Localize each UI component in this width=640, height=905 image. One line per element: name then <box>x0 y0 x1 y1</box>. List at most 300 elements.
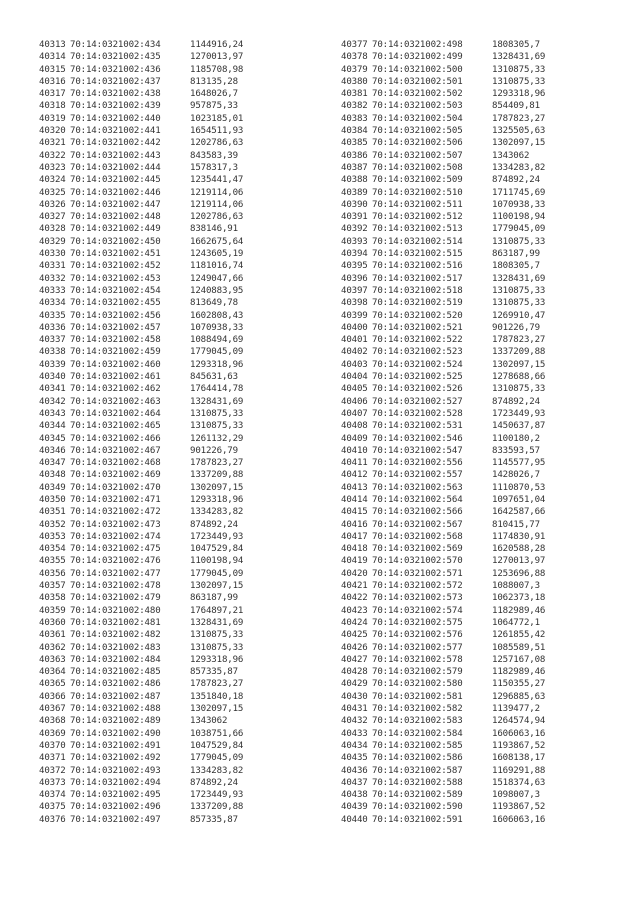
cadastral-number: 70:14:0321002:470 <box>70 482 161 493</box>
cadastral-value: 1185708,98 <box>190 64 244 75</box>
table-row <box>39 211 243 223</box>
table-row <box>39 322 243 334</box>
table-row <box>39 88 243 100</box>
row-id: 40439 <box>341 802 368 813</box>
table-row <box>341 777 545 789</box>
table-row <box>39 531 243 543</box>
row-id: 40378 <box>341 52 368 63</box>
table-row <box>39 605 243 617</box>
table-row <box>341 113 545 125</box>
row-id: 40369 <box>39 728 66 739</box>
cadastral-number: 70:14:0321002:455 <box>70 298 161 309</box>
row-id: 40318 <box>39 101 66 112</box>
cadastral-number: 70:14:0321002:479 <box>70 593 161 604</box>
table-row <box>39 580 243 592</box>
cadastral-number: 70:14:0321002:587 <box>372 765 463 776</box>
cadastral-value: 1337209,88 <box>190 802 244 813</box>
cadastral-value: 1088007,3 <box>492 581 540 592</box>
table-row <box>341 580 545 592</box>
row-id: 40331 <box>39 261 66 272</box>
row-id: 40431 <box>341 704 368 715</box>
cadastral-value: 1302097,15 <box>190 482 244 493</box>
row-id: 40401 <box>341 335 368 346</box>
cadastral-value: 843583,39 <box>190 150 238 161</box>
table-row <box>39 506 243 518</box>
table-row <box>39 703 243 715</box>
table-row <box>39 543 243 555</box>
cadastral-number: 70:14:0321002:442 <box>70 138 161 149</box>
cadastral-value: 1085589,51 <box>492 642 546 653</box>
cadastral-value: 1100198,94 <box>492 212 546 223</box>
table-row <box>39 174 243 186</box>
cadastral-value: 1070938,33 <box>492 199 546 210</box>
table-row <box>341 592 545 604</box>
row-id: 40394 <box>341 249 368 260</box>
cadastral-number: 70:14:0321002:525 <box>372 372 463 383</box>
cadastral-number: 70:14:0321002:461 <box>70 372 161 383</box>
cadastral-value: 957875,33 <box>190 101 238 112</box>
cadastral-value: 1608138,17 <box>492 753 546 764</box>
cadastral-number: 70:14:0321002:571 <box>372 568 463 579</box>
row-id: 40370 <box>39 740 66 751</box>
table-row <box>341 383 545 395</box>
row-id: 40413 <box>341 482 368 493</box>
cadastral-value: 1145577,95 <box>492 458 546 469</box>
table-row <box>39 346 243 358</box>
cadastral-value: 1642587,66 <box>492 507 546 518</box>
cadastral-number: 70:14:0321002:509 <box>372 175 463 186</box>
cadastral-number: 70:14:0321002:583 <box>372 716 463 727</box>
cadastral-number: 70:14:0321002:578 <box>372 654 463 665</box>
cadastral-value: 1144916,24 <box>190 40 244 50</box>
table-row <box>341 728 545 740</box>
cadastral-value: 1278688,66 <box>492 372 546 383</box>
row-id: 40346 <box>39 445 66 456</box>
cadastral-number: 70:14:0321002:480 <box>70 605 161 616</box>
table-row <box>341 223 545 235</box>
cadastral-value: 1450637,87 <box>492 421 546 432</box>
cadastral-number: 70:14:0321002:585 <box>372 740 463 751</box>
cadastral-value: 1764414,78 <box>190 384 244 395</box>
cadastral-value: 1293318,96 <box>190 654 244 665</box>
table-row <box>341 654 545 666</box>
row-id: 40319 <box>39 113 66 124</box>
cadastral-value: 838146,91 <box>190 224 238 235</box>
cadastral-value: 1648026,7 <box>190 89 238 100</box>
cadastral-number: 70:14:0321002:564 <box>372 494 463 505</box>
cadastral-value: 1328431,69 <box>190 396 244 407</box>
cadastral-number: 70:14:0321002:581 <box>372 691 463 702</box>
table-row <box>341 297 545 309</box>
cadastral-value: 1787823,27 <box>190 458 244 469</box>
row-id: 40336 <box>39 322 66 333</box>
cadastral-number: 70:14:0321002:590 <box>372 802 463 813</box>
cadastral-value: 1088494,69 <box>190 335 244 346</box>
cadastral-number: 70:14:0321002:584 <box>372 728 463 739</box>
cadastral-value: 845631,63 <box>190 372 238 383</box>
table-row <box>341 457 545 469</box>
cadastral-number: 70:14:0321002:462 <box>70 384 161 395</box>
row-id: 40357 <box>39 581 66 592</box>
cadastral-number: 70:14:0321002:546 <box>372 433 463 444</box>
row-id: 40387 <box>341 162 368 173</box>
row-id: 40416 <box>341 519 368 530</box>
row-id: 40423 <box>341 605 368 616</box>
cadastral-number: 70:14:0321002:556 <box>372 458 463 469</box>
cadastral-number: 70:14:0321002:459 <box>70 347 161 358</box>
row-id: 40344 <box>39 421 66 432</box>
cadastral-value: 1310875,33 <box>492 76 546 87</box>
table-row <box>39 617 243 629</box>
row-id: 40315 <box>39 64 66 75</box>
cadastral-number: 70:14:0321002:441 <box>70 126 161 137</box>
row-id: 40366 <box>39 691 66 702</box>
table-row <box>341 678 545 690</box>
row-id: 40374 <box>39 790 66 801</box>
table-row <box>39 592 243 604</box>
table-row <box>39 629 243 641</box>
cadastral-value: 1310875,33 <box>190 408 244 419</box>
table-row <box>341 629 545 641</box>
cadastral-value: 1779045,09 <box>190 347 244 358</box>
table-row <box>39 371 243 383</box>
table-row <box>341 359 545 371</box>
cadastral-number: 70:14:0321002:471 <box>70 494 161 505</box>
row-id: 40434 <box>341 740 368 751</box>
cadastral-number: 70:14:0321002:506 <box>372 138 463 149</box>
cadastral-number: 70:14:0321002:518 <box>372 285 463 296</box>
cadastral-value: 1249047,66 <box>190 273 244 284</box>
row-id: 40412 <box>341 470 368 481</box>
row-id: 40325 <box>39 187 66 198</box>
cadastral-value: 1779045,09 <box>190 753 244 764</box>
table-row <box>39 408 243 420</box>
row-id: 40435 <box>341 753 368 764</box>
cadastral-value: 1169291,88 <box>492 765 546 776</box>
cadastral-value: 874892,24 <box>190 519 238 530</box>
row-id: 40393 <box>341 236 368 247</box>
cadastral-value: 1269910,47 <box>492 310 546 321</box>
row-id: 40332 <box>39 273 66 284</box>
table-row <box>39 568 243 580</box>
cadastral-number: 70:14:0321002:445 <box>70 175 161 186</box>
row-id: 40424 <box>341 617 368 628</box>
table-row <box>341 408 545 420</box>
table-row <box>341 174 545 186</box>
row-id: 40353 <box>39 531 66 542</box>
cadastral-number: 70:14:0321002:499 <box>372 52 463 63</box>
cadastral-number: 70:14:0321002:456 <box>70 310 161 321</box>
row-id: 40382 <box>341 101 368 112</box>
cadastral-value: 1328431,69 <box>492 273 546 284</box>
row-id: 40334 <box>39 298 66 309</box>
cadastral-value: 1070938,33 <box>190 322 244 333</box>
cadastral-number: 70:14:0321002:526 <box>372 384 463 395</box>
table-row <box>341 715 545 727</box>
cadastral-number: 70:14:0321002:588 <box>372 777 463 788</box>
cadastral-value: 857335,87 <box>190 814 238 825</box>
cadastral-number: 70:14:0321002:465 <box>70 421 161 432</box>
row-id: 40335 <box>39 310 66 321</box>
table-row <box>39 691 243 703</box>
row-id: 40371 <box>39 753 66 764</box>
cadastral-value: 1310875,33 <box>190 630 244 641</box>
cadastral-value: 1047529,84 <box>190 544 244 555</box>
cadastral-number: 70:14:0321002:579 <box>372 667 463 678</box>
row-id: 40406 <box>341 396 368 407</box>
row-id: 40326 <box>39 199 66 210</box>
cadastral-number: 70:14:0321002:507 <box>372 150 463 161</box>
table-row <box>341 162 545 174</box>
cadastral-number: 70:14:0321002:573 <box>372 593 463 604</box>
row-id: 40391 <box>341 212 368 223</box>
row-id: 40396 <box>341 273 368 284</box>
table-row <box>39 187 243 199</box>
cadastral-value: 1139477,2 <box>492 704 540 715</box>
cadastral-number: 70:14:0321002:443 <box>70 150 161 161</box>
row-id: 40348 <box>39 470 66 481</box>
table-row <box>341 568 545 580</box>
cadastral-value: 1202786,63 <box>190 212 244 223</box>
cadastral-number: 70:14:0321002:467 <box>70 445 161 456</box>
cadastral-value: 1264574,94 <box>492 716 546 727</box>
cadastral-value: 1606063,16 <box>492 814 546 825</box>
cadastral-number: 70:14:0321002:492 <box>70 753 161 764</box>
table-row <box>341 334 545 346</box>
table-row <box>39 310 243 322</box>
cadastral-number: 70:14:0321002:481 <box>70 617 161 628</box>
cadastral-number: 70:14:0321002:444 <box>70 162 161 173</box>
table-row <box>341 740 545 752</box>
row-id: 40438 <box>341 790 368 801</box>
row-id: 40426 <box>341 642 368 653</box>
table-row <box>39 162 243 174</box>
cadastral-value: 1337209,88 <box>492 347 546 358</box>
row-id: 40333 <box>39 285 66 296</box>
table-row <box>39 715 243 727</box>
table-row <box>341 801 545 813</box>
cadastral-value: 1310875,33 <box>492 298 546 309</box>
row-id: 40409 <box>341 433 368 444</box>
cadastral-value: 874892,24 <box>492 175 540 186</box>
cadastral-value: 1296885,63 <box>492 691 546 702</box>
cadastral-number: 70:14:0321002:439 <box>70 101 161 112</box>
cadastral-value: 1428026,7 <box>492 470 540 481</box>
cadastral-number: 70:14:0321002:454 <box>70 285 161 296</box>
row-id: 40405 <box>341 384 368 395</box>
cadastral-number: 70:14:0321002:496 <box>70 802 161 813</box>
row-id: 40418 <box>341 544 368 555</box>
row-id: 40392 <box>341 224 368 235</box>
cadastral-value: 1343062 <box>492 150 530 161</box>
table-row <box>39 789 243 801</box>
table-row <box>39 137 243 149</box>
row-id: 40430 <box>341 691 368 702</box>
cadastral-value: 1310875,33 <box>492 236 546 247</box>
table-row <box>341 691 545 703</box>
table-row <box>39 482 243 494</box>
cadastral-value: 1219114,06 <box>190 187 244 198</box>
cadastral-number: 70:14:0321002:521 <box>372 322 463 333</box>
cadastral-value: 863187,99 <box>190 593 238 604</box>
row-id: 40440 <box>341 814 368 825</box>
row-id: 40411 <box>341 458 368 469</box>
row-id: 40362 <box>39 642 66 653</box>
cadastral-value: 1243605,19 <box>190 249 244 260</box>
cadastral-value: 1310875,33 <box>492 64 546 75</box>
row-id: 40355 <box>39 556 66 567</box>
row-id: 40386 <box>341 150 368 161</box>
cadastral-number: 70:14:0321002:466 <box>70 433 161 444</box>
table-row <box>39 801 243 813</box>
table-row <box>341 752 545 764</box>
cadastral-number: 70:14:0321002:567 <box>372 519 463 530</box>
cadastral-number: 70:14:0321002:523 <box>372 347 463 358</box>
table-row <box>39 223 243 235</box>
row-id: 40388 <box>341 175 368 186</box>
cadastral-value: 1723449,93 <box>190 790 244 801</box>
table-row <box>39 334 243 346</box>
row-id: 40407 <box>341 408 368 419</box>
cadastral-value: 1334283,82 <box>190 507 244 518</box>
row-id: 40376 <box>39 814 66 825</box>
row-id: 40320 <box>39 126 66 137</box>
table-row <box>39 236 243 248</box>
cadastral-value: 857335,87 <box>190 667 238 678</box>
cadastral-number: 70:14:0321002:490 <box>70 728 161 739</box>
cadastral-value: 1711745,69 <box>492 187 546 198</box>
row-id: 40428 <box>341 667 368 678</box>
cadastral-number: 70:14:0321002:484 <box>70 654 161 665</box>
row-id: 40342 <box>39 396 66 407</box>
table-row <box>341 482 545 494</box>
cadastral-value: 1337209,88 <box>190 470 244 481</box>
row-id: 40389 <box>341 187 368 198</box>
row-id: 40403 <box>341 359 368 370</box>
row-id: 40345 <box>39 433 66 444</box>
row-id: 40397 <box>341 285 368 296</box>
cadastral-number: 70:14:0321002:453 <box>70 273 161 284</box>
cadastral-value: 1257167,08 <box>492 654 546 665</box>
cadastral-value: 1097651,04 <box>492 494 546 505</box>
cadastral-number: 70:14:0321002:464 <box>70 408 161 419</box>
row-id: 40380 <box>341 76 368 87</box>
table-row <box>341 137 545 149</box>
cadastral-number: 70:14:0321002:497 <box>70 814 161 825</box>
cadastral-number: 70:14:0321002:469 <box>70 470 161 481</box>
cadastral-number: 70:14:0321002:448 <box>70 212 161 223</box>
row-id: 40349 <box>39 482 66 493</box>
cadastral-number: 70:14:0321002:489 <box>70 716 161 727</box>
row-id: 40352 <box>39 519 66 530</box>
table-row <box>39 420 243 432</box>
cadastral-number: 70:14:0321002:460 <box>70 359 161 370</box>
row-id: 40322 <box>39 150 66 161</box>
table-row <box>39 113 243 125</box>
row-id: 40360 <box>39 617 66 628</box>
cadastral-number: 70:14:0321002:586 <box>372 753 463 764</box>
table-row <box>39 814 243 826</box>
cadastral-number: 70:14:0321002:474 <box>70 531 161 542</box>
cadastral-value: 1202786,63 <box>190 138 244 149</box>
row-id: 40363 <box>39 654 66 665</box>
table-row <box>341 617 545 629</box>
row-id: 40314 <box>39 52 66 63</box>
row-id: 40338 <box>39 347 66 358</box>
cadastral-value: 901226,79 <box>190 445 238 456</box>
cadastral-value: 1038751,66 <box>190 728 244 739</box>
cadastral-value: 1787823,27 <box>492 335 546 346</box>
table-row <box>39 396 243 408</box>
row-id: 40373 <box>39 777 66 788</box>
cadastral-number: 70:14:0321002:557 <box>372 470 463 481</box>
table-row <box>341 420 545 432</box>
cadastral-number: 70:14:0321002:508 <box>372 162 463 173</box>
row-id: 40323 <box>39 162 66 173</box>
cadastral-number: 70:14:0321002:476 <box>70 556 161 567</box>
table-row <box>39 39 243 51</box>
row-id: 40408 <box>341 421 368 432</box>
row-id: 40367 <box>39 704 66 715</box>
row-id: 40402 <box>341 347 368 358</box>
cadastral-number: 70:14:0321002:450 <box>70 236 161 247</box>
cadastral-value: 1240883,95 <box>190 285 244 296</box>
cadastral-number: 70:14:0321002:477 <box>70 568 161 579</box>
table-row <box>39 555 243 567</box>
cadastral-number: 70:14:0321002:575 <box>372 617 463 628</box>
table-row <box>39 740 243 752</box>
row-id: 40372 <box>39 765 66 776</box>
table-row <box>341 51 545 63</box>
row-id: 40317 <box>39 89 66 100</box>
row-id: 40415 <box>341 507 368 518</box>
row-id: 40422 <box>341 593 368 604</box>
cadastral-number: 70:14:0321002:514 <box>372 236 463 247</box>
table-row <box>341 519 545 531</box>
table-row <box>341 666 545 678</box>
cadastral-number: 70:14:0321002:574 <box>372 605 463 616</box>
table-row <box>39 51 243 63</box>
cadastral-number: 70:14:0321002:591 <box>372 814 463 825</box>
table-row <box>39 248 243 260</box>
row-id: 40425 <box>341 630 368 641</box>
cadastral-number: 70:14:0321002:475 <box>70 544 161 555</box>
row-id: 40343 <box>39 408 66 419</box>
row-id: 40400 <box>341 322 368 333</box>
table-row <box>341 322 545 334</box>
cadastral-value: 874892,24 <box>492 396 540 407</box>
row-id: 40365 <box>39 679 66 690</box>
cadastral-value: 1662675,64 <box>190 236 244 247</box>
table-row <box>341 605 545 617</box>
cadastral-number: 70:14:0321002:577 <box>372 642 463 653</box>
cadastral-number: 70:14:0321002:510 <box>372 187 463 198</box>
cadastral-value: 1602808,43 <box>190 310 244 321</box>
cadastral-value: 1098007,3 <box>492 790 540 801</box>
cadastral-number: 70:14:0321002:487 <box>70 691 161 702</box>
table-row <box>39 150 243 162</box>
cadastral-number: 70:14:0321002:491 <box>70 740 161 751</box>
cadastral-value: 1193867,52 <box>492 802 546 813</box>
table-row <box>39 359 243 371</box>
cadastral-number: 70:14:0321002:572 <box>372 581 463 592</box>
cadastral-value: 1654511,93 <box>190 126 244 137</box>
cadastral-value: 1253696,88 <box>492 568 546 579</box>
cadastral-number: 70:14:0321002:436 <box>70 64 161 75</box>
table-row <box>39 125 243 137</box>
cadastral-value: 854409,81 <box>492 101 540 112</box>
cadastral-number: 70:14:0321002:493 <box>70 765 161 776</box>
